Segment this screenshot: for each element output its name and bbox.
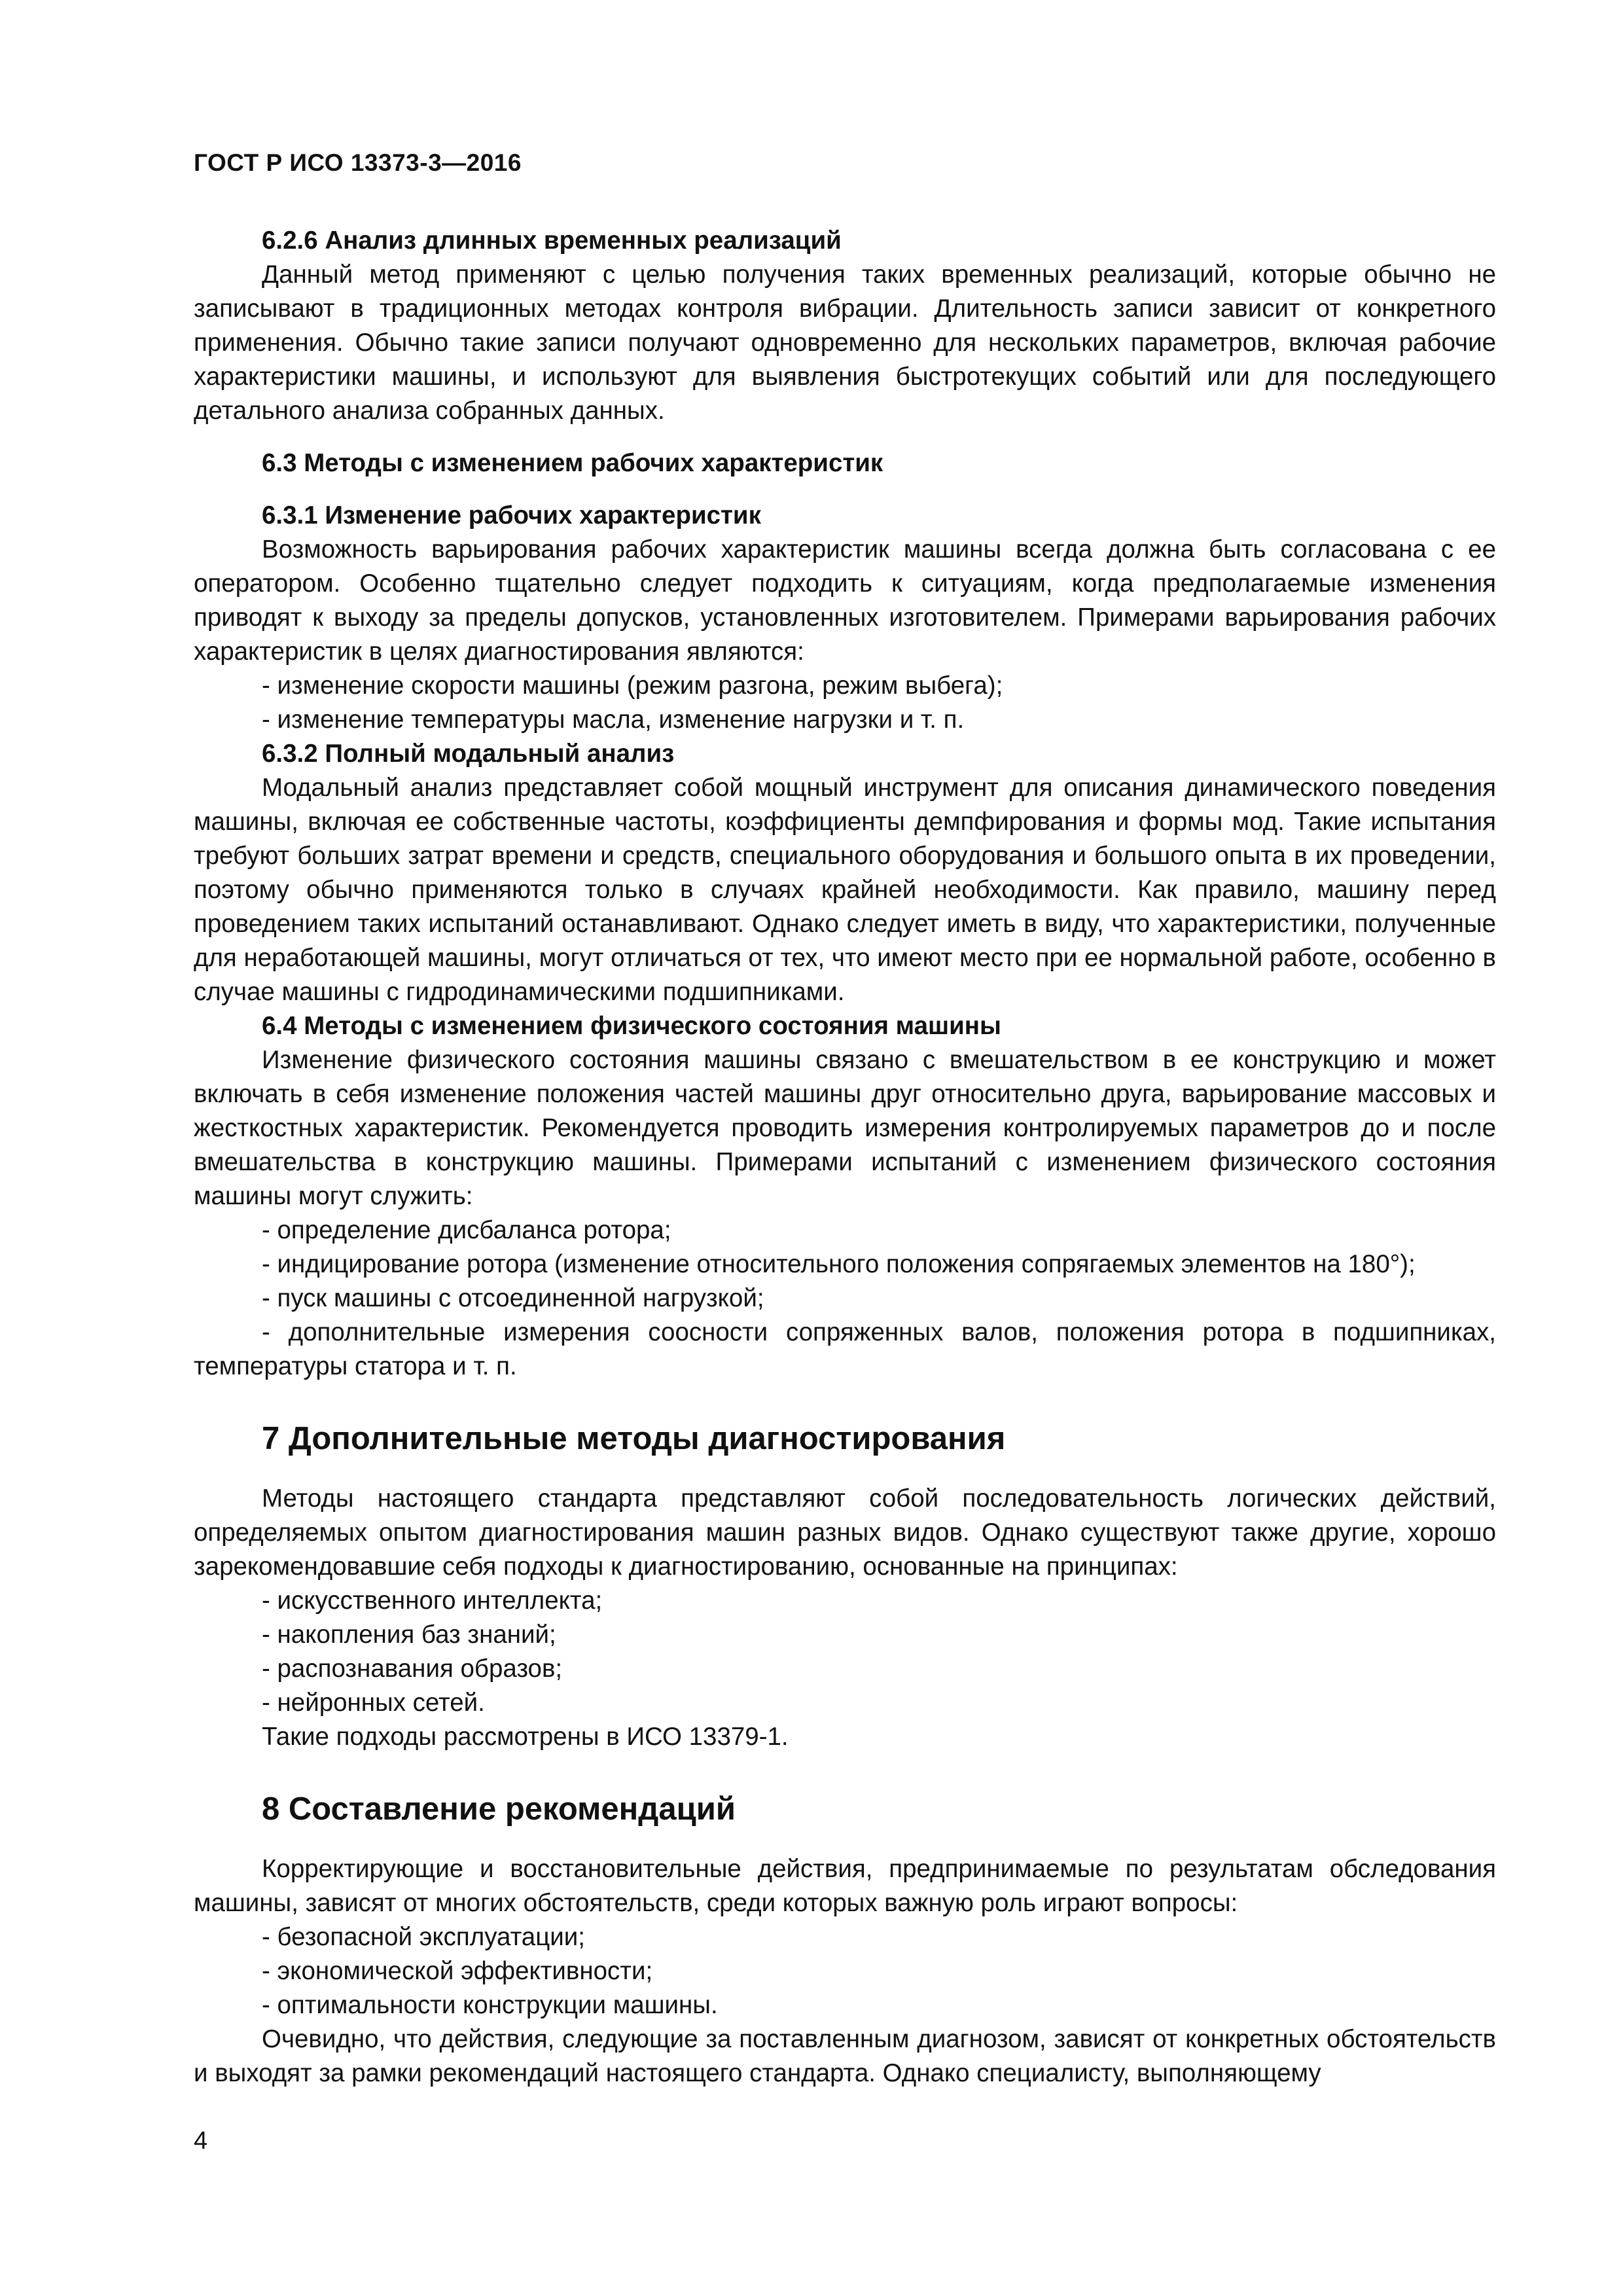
- list-item: - нейронных сетей.: [262, 1689, 485, 1717]
- section-6-3-2-title: 6.3.2 Полный модальный анализ: [262, 740, 675, 768]
- section-6-3-title: 6.3 Методы с изменением рабочих характеристик: [262, 449, 883, 477]
- page-content: [194, 224, 1496, 2090]
- section-6-3-2-paragraph: Модальный анализ представляет собой мощный инструмент для описания динамического поведения машины, включая ее собственные частоты, коэффициенты демпфирования и формы мод. Такие испытания требуют больших затрат времени и средств, специального оборудования и большого опыта в их проведении, поэтому обычно применяются только в случаях крайней необходимости. Как правило, машину перед проведением таких испытаний останавливают. Однако следует иметь в виду, что характеристики, полученные для неработающей машины, могут отличаться от тех, что имеют место при ее нормальной работе, особенно в случае машины с гидродинамическими подшипниками.: [194, 774, 1496, 1006]
- list-item: - экономической эффективности;: [262, 1957, 653, 1985]
- section-6-3-1-title: 6.3.1 Изменение рабочих характеристик: [262, 501, 761, 529]
- section-8-heading: 8 Составление рекомендаций: [262, 1791, 736, 1827]
- section-6-4-paragraph: Изменение физического состояния машины связано с вмешательством в ее конструкцию и может включать в себя изменение положения частей машины друг относительно друга, варьирование массовых и жесткостных характеристик. Рекомендуется проводить измерения контролируемых параметров до и после вмешательства в конструкцию машины. Примерами испытаний с изменением физического состояния машины могут служить:: [194, 1046, 1496, 1210]
- section-6-3-1-paragraph: Возможность варьирования рабочих характеристик машины всегда должна быть согласована с ее оператором. Особенно тщательно следует подходить к ситуациям, когда предполагаемые изменения приводят к выходу за пределы допусков, установленных изготовителем. Примерами варьирования рабочих характеристик в целях диагностирования являются:: [194, 535, 1496, 666]
- section-6-4-title: 6.4 Методы с изменением физического состояния машины: [262, 1012, 1001, 1040]
- section-8-paragraph: Корректирующие и восстановительные действия, предпринимаемые по результатам обследования машины, зависят от многих обстоятельств, среди которых важную роль играют вопросы:: [194, 1855, 1496, 1917]
- document-header: ГОСТ Р ИСО 13373-3—2016: [194, 149, 522, 176]
- list-item: - изменение скорости машины (режим разгона, режим выбега);: [262, 672, 1003, 700]
- section-7-paragraph: Методы настоящего стандарта представляют собой последовательность логических действий, определяемых опытом диагностирования машин разных видов. Однако существуют также другие, хорошо зарекомендовавшие себя подходы к диагностированию, основанные на принципах:: [194, 1484, 1496, 1581]
- list-item: - накопления баз знаний;: [262, 1621, 556, 1649]
- list-item: - индицирование ротора (изменение относительного положения сопрягаемых элементов на 180°);: [262, 1250, 1416, 1278]
- list-item: - определение дисбаланса ротора;: [262, 1216, 671, 1244]
- page-number: 4: [194, 2127, 208, 2155]
- list-item: - безопасной эксплуатации;: [262, 1923, 585, 1951]
- list-item: - пуск машины с отсоединенной нагрузкой;: [262, 1284, 764, 1312]
- list-item-wrapped: - дополнительные измерения соосности сопряженных валов, положения ротора в подшипниках, температуры статора и т. п.: [194, 1318, 1496, 1380]
- section-7-reference: Такие подходы рассмотрены в ИСО 13379-1.: [262, 1723, 789, 1751]
- list-item: - искусственного интеллекта;: [262, 1587, 603, 1615]
- section-7-heading: 7 Дополнительные методы диагностирования: [262, 1421, 1006, 1456]
- section-8-paragraph-2: Очевидно, что действия, следующие за поставленным диагнозом, зависят от конкретных обстоятельств и выходят за рамки рекомендаций настоящего стандарта. Однако специалисту, выполняющему: [194, 2025, 1496, 2087]
- list-item: - распознавания образов;: [262, 1655, 563, 1683]
- list-item: - изменение температуры масла, изменение нагрузки и т. п.: [262, 706, 965, 734]
- list-item: - оптимальности конструкции машины.: [262, 1991, 718, 2019]
- section-6-2-6-paragraph: Данный метод применяют с целью получения таких временных реализаций, которые обычно не записывают в традиционных методах контроля вибрации. Длительность записи зависит от конкретного применения. Обычно такие записи получают одновременно для нескольких параметров, включая рабочие характеристики машины, и используют для выявления быстротекущих событий или для последующего детального анализа собранных данных.: [194, 260, 1496, 425]
- section-6-2-6-title: 6.2.6 Анализ длинных временных реализаций: [262, 226, 842, 255]
